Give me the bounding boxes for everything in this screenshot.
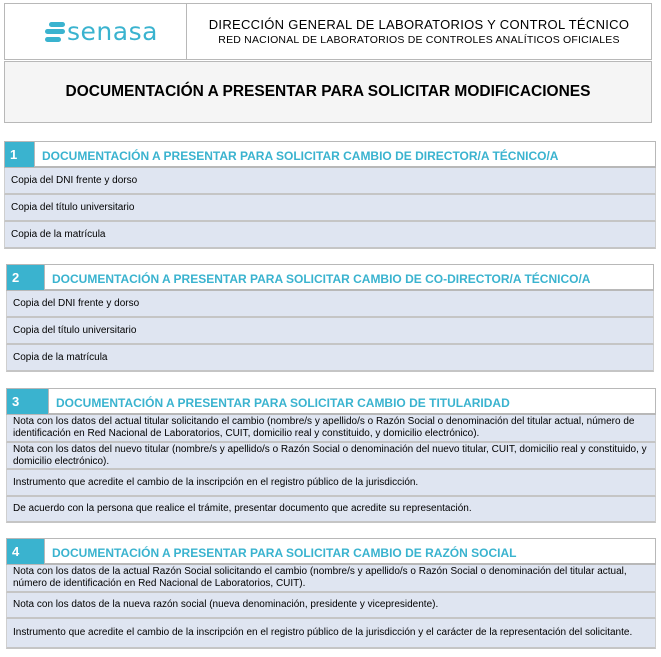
list-item: Copia del DNI frente y dorso (6, 291, 654, 318)
list-item: Nota con los datos del nuevo titular (nombre/s y apellido/s o Razón Social o denominación del nuevo titular, CUIT, domicilio real y constituido, y domicilio electrónico). (6, 443, 656, 470)
list-item: Nota con los datos de la nueva razón social (nueva denominación, presidente y vicepresidente). (6, 593, 656, 619)
section-3 (6, 388, 656, 523)
org-line-1: DIRECCIÓN GENERAL DE LABORATORIOS Y CONTROL TÉCNICO (208, 17, 630, 32)
section-title: DOCUMENTACIÓN A PRESENTAR PARA SOLICITAR CAMBIO DE TITULARIDAD (49, 389, 655, 414)
section-2 (6, 264, 654, 372)
list-item: De acuerdo con la persona que realice el trámite, presentar documento que acredite su representación. (6, 497, 656, 523)
page-header (4, 3, 652, 60)
section-header (4, 141, 656, 168)
logo (5, 4, 187, 59)
section-header (6, 264, 654, 291)
list-item: Copia de la matrícula (4, 222, 656, 249)
list-item: Instrumento que acredite el cambio de la inscripción en el registro público de la jurisdicción y el carácter de la representación del solicitante. (6, 619, 656, 649)
section-number: 4 (7, 539, 45, 564)
section-header (6, 538, 656, 565)
senasa-logo-icon (45, 22, 65, 42)
section-title: DOCUMENTACIÓN A PRESENTAR PARA SOLICITAR CAMBIO DE DIRECTOR/A TÉCNICO/A (35, 142, 655, 167)
section-1 (4, 141, 656, 249)
section-title: DOCUMENTACIÓN A PRESENTAR PARA SOLICITAR CAMBIO DE RAZÓN SOCIAL (45, 539, 655, 564)
org-line-2: RED NACIONAL DE LABORATORIOS DE CONTROLES ANALÍTICOS OFICIALES (218, 34, 620, 46)
list-item: Copia del título universitario (4, 195, 656, 222)
list-item: Copia del título universitario (6, 318, 654, 345)
list-item: Copia de la matrícula (6, 345, 654, 372)
organization-name (187, 4, 651, 59)
list-item: Copia del DNI frente y dorso (4, 168, 656, 195)
document-title-box (4, 61, 652, 123)
section-number: 2 (7, 265, 45, 290)
list-item: Nota con los datos del actual titular solicitando el cambio (nombre/s y apellido/s o Razón Social o denominación del titular actual, número de identificación en Red Nacional de Laboratorios, CUIT, domicilio real y constituido, y domicilio electrónico). (6, 415, 656, 443)
document-title: DOCUMENTACIÓN A PRESENTAR PARA SOLICITAR MODIFICACIONES (65, 83, 591, 100)
section-header (6, 388, 656, 415)
list-item: Nota con los datos de la actual Razón Social solicitando el cambio (nombre/s y apellido/s o Razón Social o denominación del titular actual, número de identificación en Red Nacional de Laboratorios, CUIT). (6, 565, 656, 593)
list-item: Instrumento que acredite el cambio de la inscripción en el registro público de la jurisdicción. (6, 470, 656, 497)
section-number: 1 (5, 142, 35, 167)
section-number: 3 (7, 389, 49, 414)
section-4 (6, 538, 656, 649)
logo-text: senasa (67, 17, 158, 46)
section-title: DOCUMENTACIÓN A PRESENTAR PARA SOLICITAR CAMBIO DE CO-DIRECTOR/A TÉCNICO/A (45, 265, 653, 290)
